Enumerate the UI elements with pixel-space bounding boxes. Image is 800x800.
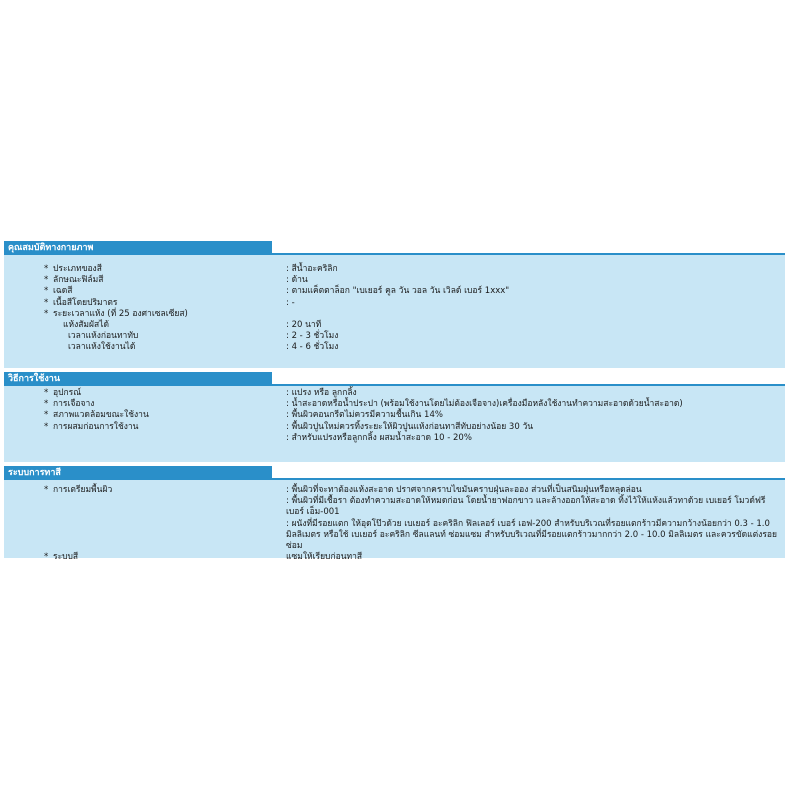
bullet-star: * [44,399,49,410]
section-header [4,372,785,386]
spec-value: : ด้าน [286,275,308,286]
spec-label: การผสมก่อนการใช้งาน [53,421,139,432]
section-title: ระบบการทาสี [4,466,272,480]
section-header [4,466,785,480]
spec-row [4,286,785,297]
spec-value: : 4 - 6 ชั่วโมง [286,342,339,353]
spec-row [4,275,785,286]
bullet-star: * [44,286,49,297]
spec-value: แซมให้เรียบก่อนทาสี [286,552,363,563]
spec-label: ระบบสี [53,552,79,563]
physical-properties-section [4,241,785,368]
spec-value: : ตามแค็ตตาล็อก "เบเยอร์ คูล วัน วอล วัน เวิลด์ เบอร์ 1xxx" [286,286,510,297]
bullet-star: * [44,388,49,398]
spec-value: : น้ำสะอาดหรือน้ำประปา (พร้อมใช้งานโดยไม่ต้องเจือจาง)เครื่องมือหลังใช้งานทำความสะอาดด้วยน้ำสะอาด) [286,399,683,410]
header-rule [272,466,785,480]
spec-value: : พื้นผิวคอนกรีตไม่ควรมีความชื้นเกิน 14% [286,410,443,421]
spec-row [4,422,785,433]
bullet-star: * [44,410,49,421]
spec-label: การเตรียมพื้นผิว [53,485,113,495]
spec-value: : สีน้ำอะคริลิก [286,264,338,274]
bullet-star: * [44,264,49,274]
spec-row [4,496,785,518]
spec-label: เวลาแห้งใช้งานได้ [68,342,136,353]
section-title: วิธีการใช้งาน [4,372,272,386]
bullet-star: * [44,308,49,319]
spec-label: อุปกรณ์ [53,388,82,398]
spec-label: เวลาแห้งก่อนทาทับ [68,331,139,342]
spec-table [4,241,785,563]
section-title: คุณสมบัติทางกายภาพ [4,241,272,255]
bullet-star: * [44,275,49,286]
bullet-star: * [44,552,49,563]
section-body [4,386,785,462]
spec-value: : พื้นผิวปูนใหม่ควรทิ้งระยะให้ผิวปูนแห้งก่อนทาสีทับอย่างน้อย 30 วัน [286,421,534,432]
spec-row [4,342,785,353]
header-rule [272,372,785,386]
bullet-star: * [44,421,49,432]
spec-row [4,519,785,553]
spec-label: ระยะเวลาแห้ง (ที่ 25 องศาเซลเซียส) [53,308,188,319]
spec-row [4,433,785,444]
spec-row [4,309,785,320]
spec-label: เนื้อสีโดยปริมาตร [53,297,118,308]
spec-label: ประเภทของสี [53,264,102,274]
spec-value: : ผนังที่มีรอยแตก ให้อุดโป๊วด้วย เบเยอร์ อะคริลิก ฟิลเลอร์ เบอร์ เอฟ-200 สำหรับบริเวณที่รอยแตกร้าวมีความกว้างน้อยกว่า 0.3 - 1.0 มิลลิเมตร หรือใช้ เบเยอร์ อะคริลิก ซีลแลนท์ ซ่อมแซม สำหรับบริเวณที่มีรอยแตกร้าวมากกว่า 2.0 - 10.0 มิลลิเมตร และควรขัดแต่งรอยซ่อม [286,518,777,552]
spec-label: เฉดสี [53,286,73,297]
spec-value: : 2 - 3 ชั่วโมง [286,331,339,342]
spec-row [4,388,785,399]
bullet-star: * [44,297,49,308]
section-body [4,255,785,368]
spec-value [272,309,785,320]
header-rule [272,241,785,255]
spec-value: : แปรง หรือ ลูกกลิ้ง [286,388,357,398]
spec-value: : สำหรับแปรงหรือลูกกลิ้ง ผสมน้ำสะอาด 10 - 20% [286,432,472,443]
spec-label: ลักษณะฟิล์มสี [53,275,104,286]
spec-value: : พื้นผิวที่มีเชื้อรา ต้องทำความสะอาดให้หมดก่อน โดยน้ำยาฟอกขาว และล้างออกให้สะอาด ทิ้งไว้ให้แห้งแล้วทาด้วย เบเยอร์ โมวด์ฟรี เบอร์ เอ็ม-001 [286,496,766,518]
section-header [4,241,785,255]
painting-system-section [4,466,785,563]
spec-row [4,331,785,342]
spec-value: : พื้นผิวที่จะทาต้องแห้งสะอาด ปราศจากคราบไขมันคราบฝุ่นละออง ส่วนที่เป็นสนิมฝุ่นหรือหลุดล่อน [286,485,642,495]
section-body [4,480,785,563]
spec-value: : 20 นาที [286,320,322,331]
spec-row [4,485,785,496]
spec-label: การเจือจาง [53,399,95,410]
spec-row [4,410,785,421]
usage-method-section [4,372,785,462]
spec-row [4,264,785,275]
spec-row [4,399,785,410]
spec-value: : - [286,297,295,308]
spec-row [4,552,785,563]
spec-row [4,320,785,331]
bullet-star: * [44,485,49,495]
spec-row [4,298,785,309]
spec-label: แห้งสัมผัสได้ [63,320,109,331]
spec-label: สภาพแวดล้อมขณะใช้งาน [53,410,149,421]
